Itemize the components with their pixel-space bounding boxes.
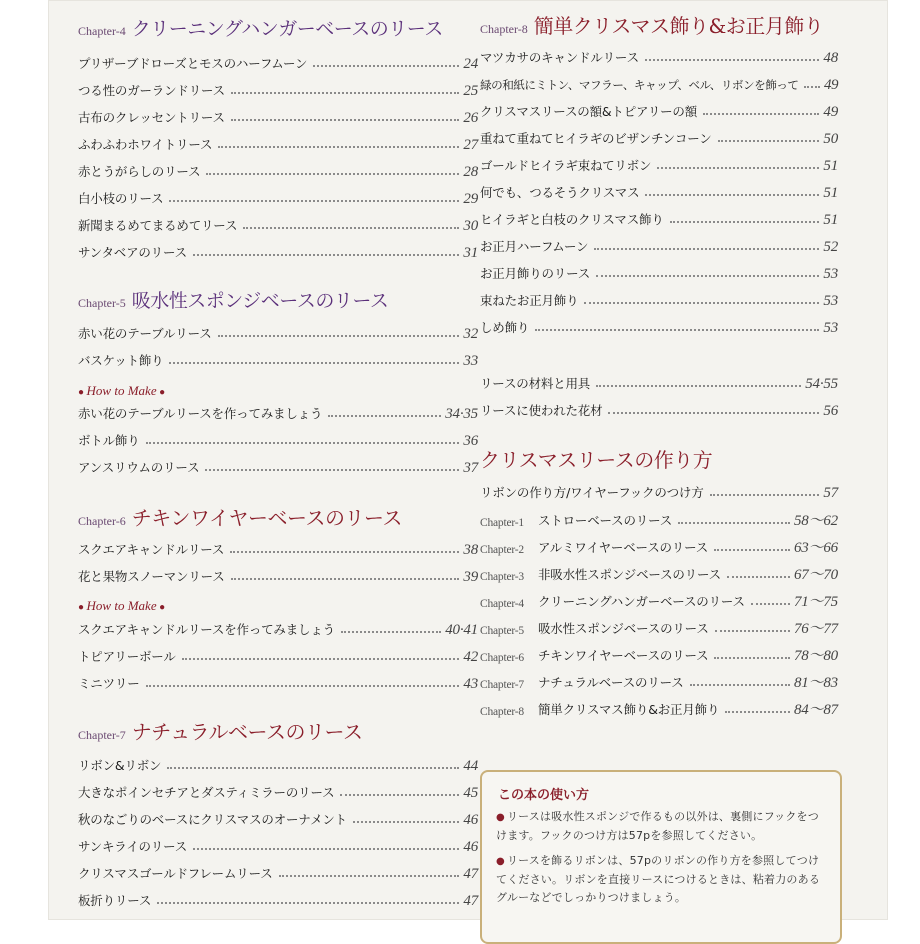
entry-title: クリーニングハンガーベースのリース [538, 594, 745, 609]
leader-dots [703, 113, 819, 115]
entry-title: 非吸水性スポンジベースのリース [538, 567, 721, 582]
entry-title: マツカサのキャンドルリース [480, 50, 639, 65]
bullet-icon: ● [156, 602, 166, 613]
leader-dots [751, 603, 790, 605]
page-number: 36 [463, 433, 478, 449]
toc-entry[interactable] [480, 46, 838, 66]
page-number: 53 [823, 320, 838, 336]
entry-title: ナチュラルベースのリース [538, 675, 684, 690]
toc-entry[interactable] [78, 889, 478, 909]
page-number: 28 [463, 164, 478, 180]
leader-dots [231, 92, 459, 94]
toc-entry[interactable] [78, 241, 478, 261]
chapter-label: Chapter-7 [78, 728, 126, 742]
toc-entry[interactable] [480, 644, 838, 664]
leader-dots [340, 794, 459, 796]
page-number: 32 [463, 326, 478, 342]
chapter-label: Chapter-8 [480, 22, 528, 36]
leader-dots [169, 200, 459, 202]
entry-title: ヒイラギと白枝のクリスマス飾り [480, 212, 664, 227]
leader-dots [167, 767, 459, 769]
entry-title: 緑の和紙にミトン、マフラー、キャップ、ベル、リボンを飾って [480, 78, 799, 92]
entry-title: バスケット飾り [78, 353, 164, 368]
toc-entry[interactable] [480, 262, 838, 282]
toc-entry[interactable] [480, 481, 838, 501]
toc-entry[interactable] [78, 429, 478, 449]
entry-title: 束ねたお正月飾り [480, 293, 579, 308]
leader-dots [193, 254, 459, 256]
leader-dots [645, 194, 819, 196]
page-number: 42 [463, 649, 478, 665]
chapter-5-heading [78, 286, 388, 313]
chapter-label: Chapter-5 [78, 296, 126, 310]
page-number: 46 [463, 839, 478, 855]
page-number: 67〜70 [793, 567, 838, 583]
chapter-ref: Chapter-3 [480, 571, 524, 583]
entry-title: ゴールドヒイラギ束ねてリボン [480, 158, 652, 173]
chapter-title: チキンワイヤーベースのリース [131, 506, 402, 530]
usage-note: ● リースは吸水性スポンジで作るもの以外は、裏側にフックをつけます。フックのつけ方は57pを参照してください。 [496, 810, 819, 842]
toc-entry[interactable] [480, 181, 838, 201]
toc-entry[interactable] [78, 565, 478, 585]
toc-entry[interactable] [78, 618, 478, 638]
toc-entry[interactable] [480, 590, 838, 610]
leader-dots [714, 657, 790, 659]
leader-dots [710, 494, 820, 496]
leader-dots [328, 415, 441, 417]
entry-title: しめ飾り [480, 320, 530, 335]
page-number: 58〜62 [793, 513, 838, 529]
page-number: 26 [463, 110, 478, 126]
section-title: クリスマスリースの作り方 [480, 448, 713, 472]
entry-title: アンスリウムのリース [78, 460, 200, 475]
entry-title: 何でも、つるそうクリスマス [480, 185, 640, 200]
entry-title: 花と果物スノーマンリース [78, 569, 225, 584]
page-number: 51 [823, 158, 838, 174]
entry-title: つる性のガーランドリース [78, 83, 225, 98]
toc-entry[interactable] [78, 79, 478, 99]
page-number: 51 [823, 212, 838, 228]
leader-dots [645, 59, 819, 61]
leader-dots [725, 711, 790, 713]
page-number: 50 [823, 131, 838, 147]
entry-title: お正月飾りのリース [480, 266, 591, 281]
entry-title: 赤い花のテーブルリースを作ってみましょう [78, 406, 323, 421]
page-number: 78〜80 [793, 648, 838, 664]
leader-dots [182, 658, 460, 660]
entry-title: サンキライのリース [78, 839, 188, 854]
entry-title: サンタベアのリース [78, 245, 187, 260]
leader-dots [690, 684, 790, 686]
toc-entry[interactable] [480, 208, 838, 228]
entry-title: 重ねて重ねてヒイラギのビザンチンコーン [480, 131, 712, 146]
page-number: 52 [823, 239, 838, 255]
page-number: 84〜87 [793, 702, 838, 718]
toc-entry[interactable] [480, 671, 838, 691]
chapter-title: クリーニングハンガーベースのリース [131, 18, 443, 40]
page-number: 49 [824, 77, 838, 93]
chapter-ref: Chapter-2 [480, 544, 524, 556]
entry-title: リースの材料と用具 [480, 376, 591, 391]
chapter-ref: Chapter-6 [480, 652, 524, 664]
how-to-make-label: ● How to Make ● [78, 598, 166, 613]
leader-dots [678, 522, 790, 524]
page-number: 47 [463, 866, 478, 882]
page-number: 51 [823, 185, 838, 201]
entry-title: クリスマスリースの額&トピアリーの額 [480, 104, 698, 119]
entry-title: 白小枝のリース [78, 191, 164, 206]
entry-title: トピアリーボール [78, 649, 176, 664]
bullet-icon: ● [78, 387, 87, 398]
entry-title: リースに使われた花材 [480, 403, 603, 418]
how-to-make-label: ● How to Make ● [78, 383, 166, 398]
bullet-icon: ● [496, 856, 505, 867]
toc-entry[interactable] [78, 781, 478, 801]
toc-entry[interactable] [78, 808, 478, 828]
bullet-icon: ● [156, 387, 166, 398]
entry-title: お正月ハーフムーン [480, 239, 589, 254]
entry-title: 板折りリース [78, 893, 152, 908]
entry-title: 簡単クリスマス飾り&お正月飾り [538, 702, 720, 717]
chapter-label: Chapter-4 [78, 24, 126, 38]
leader-dots [157, 902, 459, 904]
entry-title: 大きなポインセチアとダスティミラーのリース [78, 785, 335, 800]
chapter-6-heading [78, 502, 402, 531]
page-number: 53 [823, 293, 838, 309]
toc-entry[interactable] [78, 52, 478, 72]
toc-entry[interactable] [78, 862, 478, 882]
page-number: 63〜66 [793, 540, 838, 556]
toc-entry[interactable] [480, 154, 838, 174]
toc-entry[interactable] [78, 187, 478, 207]
leader-dots [193, 848, 459, 850]
entry-title: 古布のクレッセントリース [78, 110, 225, 125]
leader-dots [146, 685, 460, 687]
toc-entry[interactable] [480, 372, 838, 392]
toc-entry[interactable] [78, 133, 478, 153]
toc-entry[interactable] [480, 563, 838, 583]
page-number: 30 [463, 218, 478, 234]
chapter-ref: Chapter-1 [480, 517, 524, 529]
leader-dots [231, 119, 460, 121]
entry-title: 赤とうがらしのリース [78, 164, 201, 179]
page-number: 46 [463, 812, 478, 828]
page-number: 29 [463, 191, 478, 207]
toc-entry[interactable] [480, 399, 838, 419]
chapter-ref: Chapter-5 [480, 625, 524, 637]
page-number: 38 [463, 542, 478, 558]
toc-entry[interactable] [480, 127, 838, 147]
page-number: 47 [463, 893, 478, 909]
toc-entry[interactable] [78, 645, 478, 665]
leader-dots [670, 221, 820, 223]
leader-dots [169, 362, 459, 364]
entry-title: ストローベースのリース [538, 513, 673, 528]
toc-entry[interactable] [78, 456, 478, 476]
page-number: 81〜83 [793, 675, 838, 691]
leader-dots [804, 86, 820, 88]
entry-title: 新聞まるめてまるめてリース [78, 218, 238, 233]
toc-entry[interactable] [78, 672, 478, 692]
page-number: 45 [463, 785, 478, 801]
leader-dots [279, 875, 460, 877]
entry-title: スクエアキャンドルリースを作ってみましょう [78, 622, 335, 637]
page-number: 24 [463, 56, 478, 72]
toc-entry[interactable] [78, 160, 478, 180]
page-number: 57 [823, 485, 838, 501]
toc-entry[interactable] [78, 106, 478, 126]
entry-title: リボンの作り方/ワイヤーフックのつけ方 [480, 485, 704, 500]
leader-dots [594, 248, 819, 250]
leader-dots [715, 630, 790, 632]
page-number: 40·41 [445, 622, 478, 638]
toc-entry[interactable] [78, 322, 478, 342]
page-number: 33 [463, 353, 478, 369]
page-number: 48 [823, 50, 838, 66]
toc-entry[interactable] [78, 754, 478, 774]
leader-dots [206, 173, 459, 175]
usage-title: この本の使い方 [498, 788, 590, 803]
usage-info-box [480, 770, 842, 944]
page-number: 54·55 [805, 376, 838, 392]
leader-dots [231, 578, 460, 580]
page-number: 56 [823, 403, 838, 419]
entry-title: 秋のなごりのベースにクリスマスのオーナメント [78, 812, 347, 827]
page-number: 25 [463, 83, 478, 99]
leader-dots [718, 140, 820, 142]
page-number: 76〜77 [793, 621, 838, 637]
toc-entry[interactable] [78, 402, 478, 422]
leader-dots [596, 385, 801, 387]
toc-entry[interactable] [480, 698, 838, 718]
page-number: 44 [463, 758, 478, 774]
entry-title: 赤い花のテーブルリース [78, 326, 212, 341]
page-number: 49 [823, 104, 838, 120]
leader-dots [341, 631, 441, 633]
page-number: 39 [463, 569, 478, 585]
chapter-ref: Chapter-8 [480, 706, 524, 718]
leader-dots [218, 146, 459, 148]
chapter-8-heading [480, 10, 823, 39]
howto-section-heading [480, 444, 712, 473]
chapter-ref: Chapter-7 [480, 679, 524, 691]
leader-dots [584, 302, 819, 304]
toc-entry[interactable] [480, 617, 838, 637]
page-number: 53 [823, 266, 838, 282]
toc-entry[interactable] [480, 316, 838, 336]
leader-dots [657, 167, 819, 169]
entry-title: プリザーブドローズとモスのハーフムーン [78, 56, 308, 71]
leader-dots [608, 412, 819, 414]
toc-entry[interactable] [480, 509, 838, 529]
leader-dots [243, 227, 459, 229]
page-number: 27 [463, 137, 478, 153]
toc-entry[interactable] [78, 835, 478, 855]
bullet-icon: ● [78, 602, 87, 613]
entry-title: クリスマスゴールドフレームリース [78, 866, 273, 881]
entry-title: アルミワイヤーベースのリース [538, 540, 709, 555]
toc-entry[interactable] [78, 538, 478, 558]
leader-dots [714, 549, 790, 551]
toc-entry[interactable] [480, 73, 838, 93]
toc-entry[interactable] [78, 349, 478, 369]
leader-dots [230, 551, 459, 553]
chapter-4-heading [78, 14, 443, 41]
bullet-icon: ● [496, 812, 505, 823]
chapter-title: ナチュラルベースのリース [131, 720, 363, 744]
page-number: 43 [463, 676, 478, 692]
leader-dots [535, 329, 819, 331]
entry-title: チキンワイヤーベースのリース [538, 648, 709, 663]
toc-entry[interactable] [480, 536, 838, 556]
toc-entry[interactable] [480, 100, 838, 120]
chapter-title: 簡単クリスマス飾り&お正月飾り [533, 14, 824, 38]
toc-page [48, 0, 888, 920]
page-number: 34·35 [445, 406, 478, 422]
chapter-title: 吸水性スポンジベースのリース [131, 290, 389, 312]
leader-dots [596, 275, 819, 277]
page-number: 31 [463, 245, 478, 261]
chapter-7-heading [78, 716, 363, 745]
entry-title: ふわふわホワイトリース [78, 137, 213, 152]
page-number: 71〜75 [793, 594, 838, 610]
entry-title: 吸水性スポンジベースのリース [538, 621, 709, 636]
leader-dots [218, 335, 460, 337]
toc-entry[interactable] [78, 214, 478, 234]
leader-dots [146, 442, 460, 444]
entry-title: ミニツリー [78, 676, 140, 691]
leader-dots [727, 576, 790, 578]
chapter-label: Chapter-6 [78, 514, 126, 528]
chapter-ref: Chapter-4 [480, 598, 524, 610]
usage-note: ● リースを飾るリボンは、57pのリボンの作り方を参照してつけてください。リボンを直接リースにつけるときは、粘着力のあるグルーなどでしっかりつけましょう。 [496, 854, 821, 904]
entry-title: リボン&リボン [78, 758, 162, 773]
entry-title: スクエアキャンドルリース [78, 542, 225, 557]
toc-entry[interactable] [480, 235, 838, 255]
entry-title: ボトル飾り [78, 433, 140, 448]
leader-dots [313, 65, 459, 67]
toc-entry[interactable] [480, 289, 838, 309]
page-number: 37 [463, 460, 478, 476]
leader-dots [205, 469, 459, 471]
leader-dots [353, 821, 459, 823]
